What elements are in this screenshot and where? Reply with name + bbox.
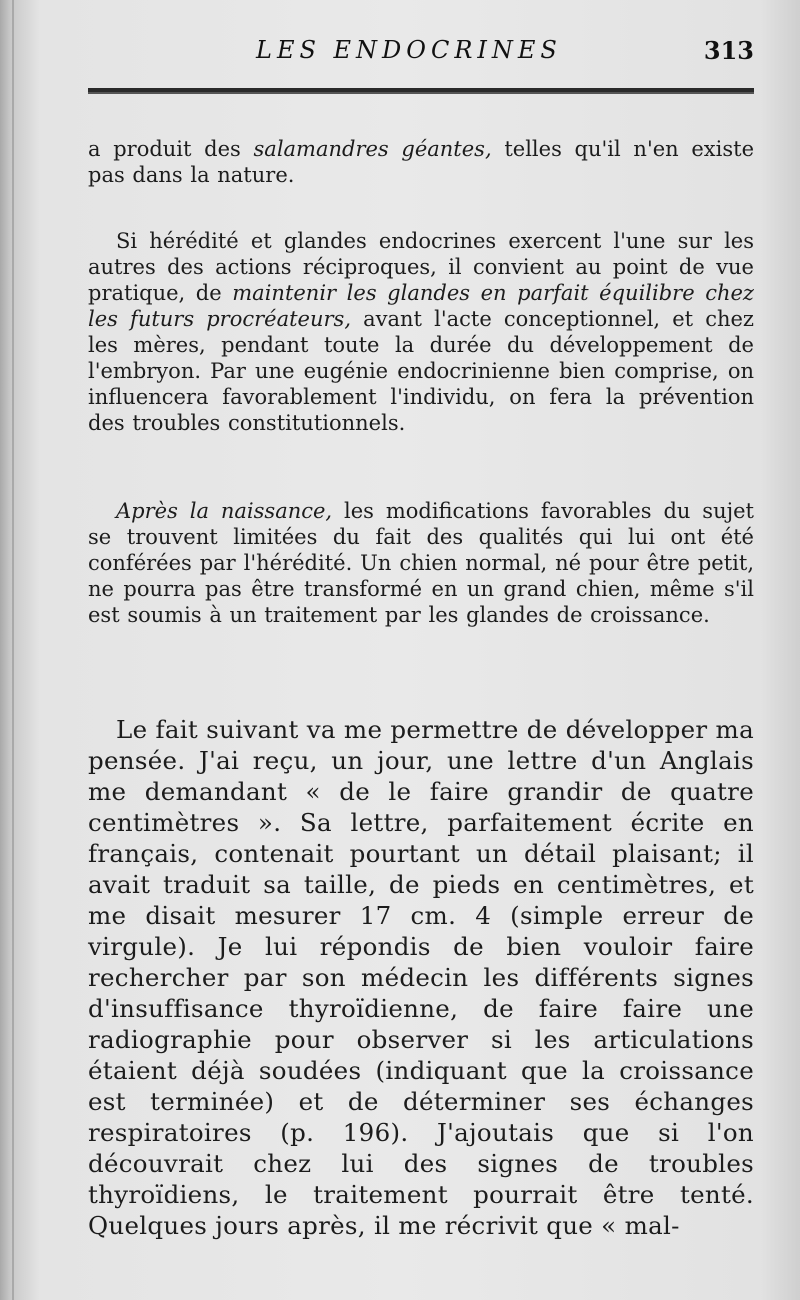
italic-segment: Après la naissance, bbox=[116, 499, 333, 523]
paragraph-2 bbox=[88, 228, 754, 436]
page-header bbox=[88, 36, 754, 68]
paragraph-1-text bbox=[88, 136, 754, 188]
page-number: 313 bbox=[703, 36, 754, 65]
paragraph-4 bbox=[88, 714, 754, 1241]
running-title: LES ENDOCRINES bbox=[256, 36, 562, 64]
text-segment: Le fait suivant va me permettre de développer ma pensée. J'ai reçu, un jour, une lettre d'un Anglais me demandant « de le faire grandir de quatre centimètres ». Sa lettre, parfaitement écrite en français, contenait pourtant un détail plaisant; il avait traduit sa taille, de pieds en centimètres, et me disait mesurer 17 cm. 4 (simple erreur de virgule). Je lui répondis de bien vouloir faire rechercher par son médecin les différents signes d'insuffisance thyroïdienne, de faire faire une radiographie pour observer si les articulations étaient déjà soudées (indiquant que la croissance est terminée) et de déterminer ses échanges respiratoires (p. 196). J'ajoutais que si l'on découvrait chez lui des signes de troubles thyroïdiens, le traitement pourrait être tenté. Quelques jours après, il me récrivit que « mal- bbox=[88, 715, 754, 1240]
text-segment: les modifications favorables du sujet se trouvent limitées du fait des qualités qui lui ont été conférées par l'hérédité. Un chien normal, né pour être petit, ne pourra pas être transformé en un grand chien, même s'il est soumis à un traitement par les glandes de croissance. bbox=[88, 499, 754, 627]
italic-segment: salamandres géantes, bbox=[253, 137, 492, 161]
paragraph-4-text bbox=[88, 714, 754, 1241]
header-rule bbox=[88, 88, 754, 94]
text-segment: Si hérédité et glandes endocrines exercent l'une sur les autres des actions réciproques, il convient au point de vue pratique, de bbox=[88, 229, 754, 305]
italic-segment: maintenir les glandes en parfait équilibre chez les futurs procréateurs, bbox=[88, 281, 754, 331]
text-segment: telles qu'il n'en existe pas dans la nature. bbox=[88, 137, 754, 187]
page-edge-shadow bbox=[12, 0, 14, 1300]
paragraph-1 bbox=[88, 136, 754, 188]
paragraph-3-text bbox=[88, 498, 754, 628]
paragraph-3 bbox=[88, 498, 754, 628]
text-segment: a produit des bbox=[88, 137, 254, 161]
text-segment: avant l'acte conceptionnel, et chez les mères, pendant toute la durée du développement de l'embryon. Par une eugénie endocrinienne bien comprise, on influencera favorablement l'individu, on fera la prévention des troubles constitutionnels. bbox=[88, 307, 754, 435]
paragraph-2-text bbox=[88, 228, 754, 436]
